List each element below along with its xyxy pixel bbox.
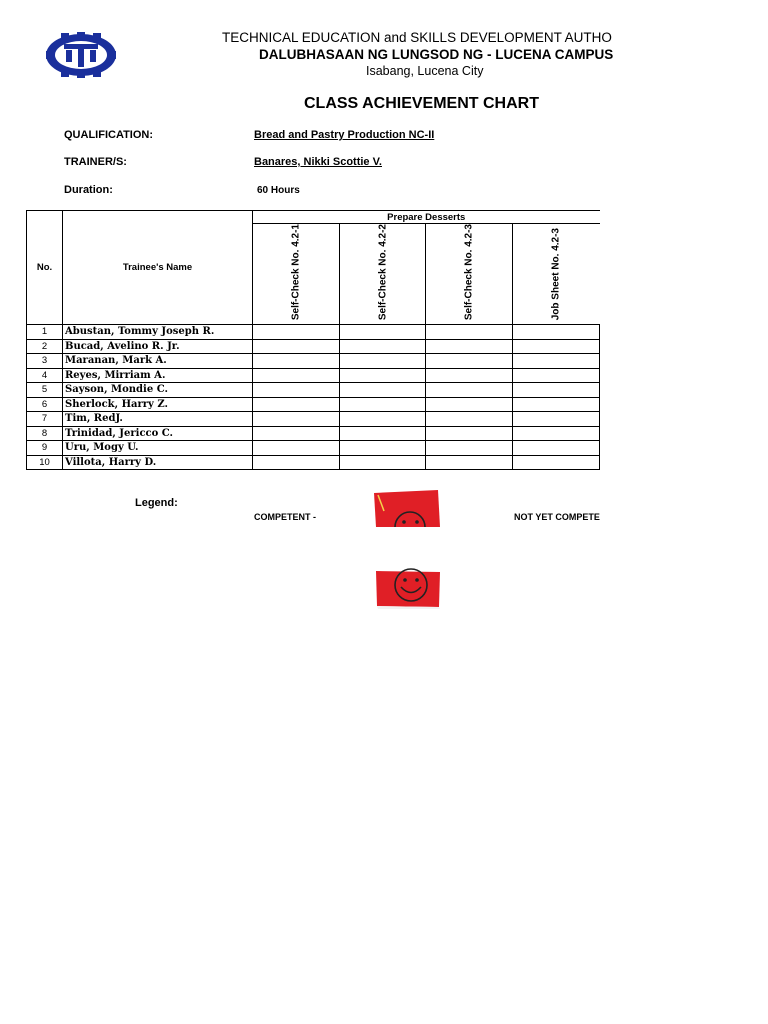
score-cell[interactable]	[513, 325, 600, 340]
row-number: 10	[27, 455, 63, 470]
score-cell[interactable]	[340, 325, 426, 340]
tesda-logo-icon	[44, 32, 118, 78]
name-header: Trainee's Name	[63, 211, 253, 325]
score-cell[interactable]	[426, 397, 513, 412]
score-cell[interactable]	[513, 426, 600, 441]
table-row	[27, 339, 600, 354]
score-cell[interactable]	[253, 455, 340, 470]
score-cell[interactable]	[426, 354, 513, 369]
agency-name: TECHNICAL EDUCATION and SKILLS DEVELOPMENT AUTHO	[222, 30, 612, 45]
score-cell[interactable]	[340, 412, 426, 427]
no-header: No.	[27, 211, 63, 325]
score-cell[interactable]	[253, 368, 340, 383]
legend-competent: COMPETENT -	[254, 512, 316, 522]
trainer-label: TRAINER/S:	[64, 156, 127, 168]
row-number: 7	[27, 412, 63, 427]
score-cell[interactable]	[253, 426, 340, 441]
score-cell[interactable]	[513, 412, 600, 427]
trainee-name: Tim, RedJ.	[63, 412, 253, 427]
score-cell[interactable]	[426, 412, 513, 427]
score-cell[interactable]	[513, 368, 600, 383]
score-cell[interactable]	[253, 325, 340, 340]
group-header: Prepare Desserts	[253, 211, 600, 224]
score-cell[interactable]	[426, 426, 513, 441]
row-number: 8	[27, 426, 63, 441]
score-cell[interactable]	[426, 339, 513, 354]
qualification-value: Bread and Pastry Production NC-II	[254, 129, 435, 141]
trainee-name: Maranan, Mark A.	[63, 354, 253, 369]
table-row	[27, 397, 600, 412]
trainee-name: Trinidad, Jericco C.	[63, 426, 253, 441]
table-row	[27, 412, 600, 427]
table-row	[27, 383, 600, 398]
table-row	[27, 325, 600, 340]
score-cell[interactable]	[340, 339, 426, 354]
score-cell[interactable]	[340, 368, 426, 383]
score-cell[interactable]	[340, 426, 426, 441]
score-cell[interactable]	[513, 455, 600, 470]
legend-label: Legend:	[135, 497, 178, 509]
score-cell[interactable]	[253, 383, 340, 398]
trainer-value: Banares, Nikki Scottie V.	[254, 156, 382, 168]
campus-address: Isabang, Lucena City	[366, 64, 484, 78]
row-number: 1	[27, 325, 63, 340]
score-cell[interactable]	[340, 354, 426, 369]
achievement-table	[26, 210, 600, 470]
score-cell[interactable]	[340, 441, 426, 456]
score-cell[interactable]	[340, 455, 426, 470]
duration-value: 60 Hours	[257, 185, 300, 196]
trainee-name: Reyes, Mirriam A.	[63, 368, 253, 383]
row-number: 3	[27, 354, 63, 369]
score-cell[interactable]	[253, 412, 340, 427]
legend-not-yet-competent: NOT YET COMPETE	[514, 512, 600, 522]
column-header: Self-Check No. 4.2-2	[340, 224, 426, 325]
score-cell[interactable]	[426, 325, 513, 340]
score-cell[interactable]	[253, 441, 340, 456]
smiley-face-icon	[374, 568, 442, 610]
page-title: CLASS ACHIEVEMENT CHART	[304, 95, 539, 112]
table-row	[27, 455, 600, 470]
score-cell[interactable]	[426, 441, 513, 456]
row-number: 5	[27, 383, 63, 398]
score-cell[interactable]	[340, 397, 426, 412]
row-number: 4	[27, 368, 63, 383]
column-header: Self-Check No. 4.2-1	[253, 224, 340, 325]
trainee-name: Sherlock, Harry Z.	[63, 397, 253, 412]
table-row	[27, 354, 600, 369]
score-cell[interactable]	[426, 368, 513, 383]
score-cell[interactable]	[426, 455, 513, 470]
trainee-name: Uru, Mogy U.	[63, 441, 253, 456]
row-number: 6	[27, 397, 63, 412]
score-cell[interactable]	[513, 397, 600, 412]
trainee-name: Villota, Harry D.	[63, 455, 253, 470]
score-cell[interactable]	[513, 339, 600, 354]
score-cell[interactable]	[513, 383, 600, 398]
score-cell[interactable]	[253, 339, 340, 354]
smiley-face-icon	[372, 489, 442, 527]
duration-label: Duration:	[64, 184, 113, 196]
trainee-name: Bucad, Avelino R. Jr.	[63, 339, 253, 354]
row-number: 9	[27, 441, 63, 456]
table-row	[27, 368, 600, 383]
table-row	[27, 426, 600, 441]
score-cell[interactable]	[253, 397, 340, 412]
qualification-label: QUALIFICATION:	[64, 129, 154, 141]
score-cell[interactable]	[513, 354, 600, 369]
score-cell[interactable]	[340, 383, 426, 398]
score-cell[interactable]	[253, 354, 340, 369]
campus-name: DALUBHASAAN NG LUNGSOD NG - LUCENA CAMPUS	[259, 47, 614, 62]
column-header: Job Sheet No. 4.2-3	[513, 224, 600, 325]
score-cell[interactable]	[426, 383, 513, 398]
score-cell[interactable]	[513, 441, 600, 456]
trainee-name: Sayson, Mondie C.	[63, 383, 253, 398]
table-row	[27, 441, 600, 456]
column-header: Self-Check No. 4.2-3	[426, 224, 513, 325]
row-number: 2	[27, 339, 63, 354]
trainee-name: Abustan, Tommy Joseph R.	[63, 325, 253, 340]
